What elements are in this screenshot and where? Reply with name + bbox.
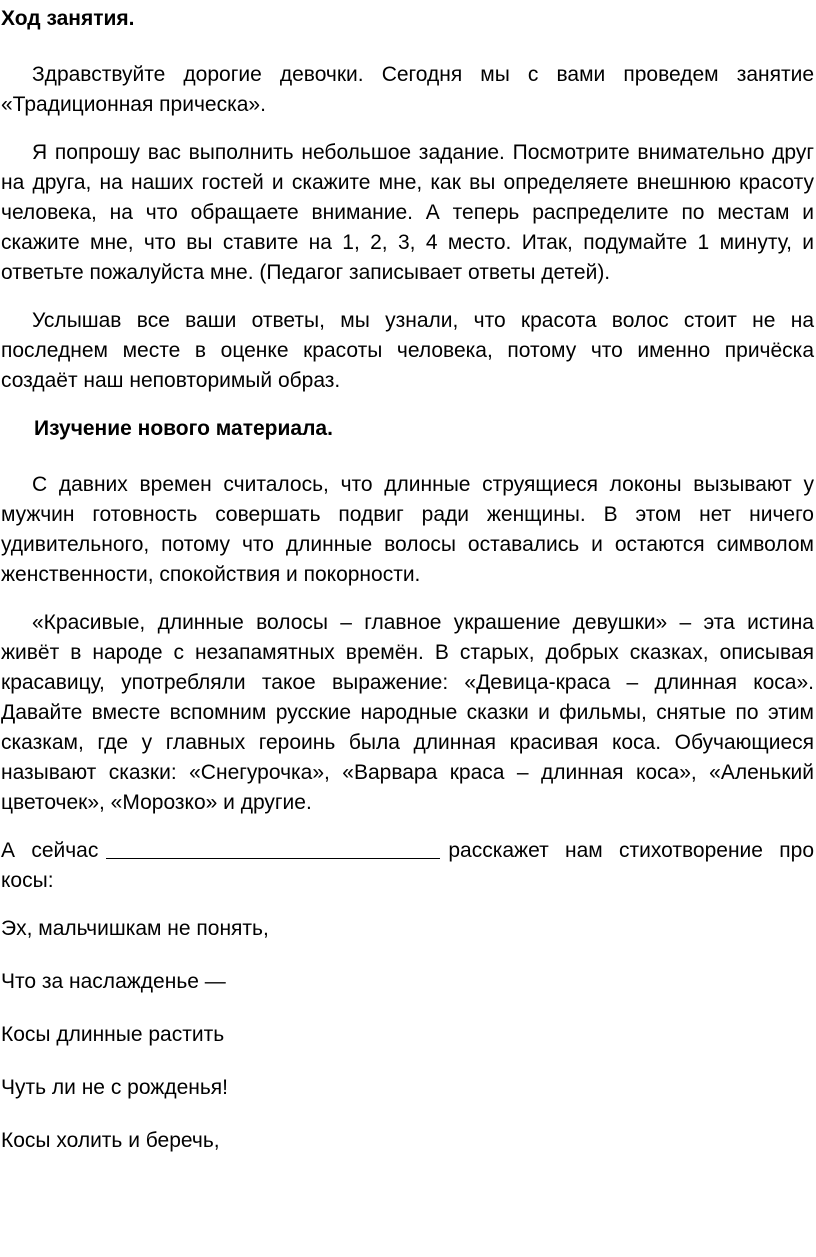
poem-line: Эх, мальчишкам не понять, — [1, 917, 269, 940]
poem-intro-paragraph — [1, 836, 814, 896]
poem-line: Косы холить и беречь, — [1, 1129, 220, 1152]
poem-line: Косы длинные растить — [1, 1023, 225, 1046]
poem-intro-after: расскажет нам стихотворение про косы: — [1, 839, 814, 892]
folk-tales-paragraph: «Красивые, длинные волосы – главное украшение девушки» – эта истина живёт в народе с незапамятных времён. В старых, добрых сказках, описывая красавицу, употребляли такое выражение: «Девица-краса – длинная коса». Давайте вместе вспомним русские народные сказки и фильмы, снятые по этим сказкам, где у главных героинь была длинная красивая коса. Обучающиеся называют сказки: «Снегурочка», «Варвара краса – длинная коса», «Аленький цветочек», «Морозко» и другие. — [1, 611, 814, 814]
poem — [1, 914, 814, 1156]
task-paragraph: Я попрошу вас выполнить небольшое задание. Посмотрите внимательно друг на друга, на наших гостей и скажите мне, как вы определяете внешнюю красоту человека, на что обращаете внимание. А теперь распределите по местам и скажите мне, что вы ставите на 1, 2, 3, 4 место. Итак, подумайте 1 минуту, и ответьте пожалуйста мне. (Педагог записывает ответы детей). — [1, 141, 814, 284]
answers-paragraph: Услышав все ваши ответы, мы узнали, что красота волос стоит не на последнем месте в оценке красоты человека, потому что именно причёска создаёт наш неповторимый образ. — [1, 309, 814, 392]
poem-line: Чуть ли не с рожденья! — [1, 1076, 229, 1099]
poem-intro-before: А сейчас — [1, 839, 99, 862]
lesson-heading: Ход занятия. — [1, 7, 135, 30]
history-paragraph: С давних времен считалось, что длинные струящиеся локоны вызывают у мужчин готовность совершать подвиг ради женщины. В этом нет ничего удивительного, потому что длинные волосы оставались и остаются символом женственности, спокойствия и покорности. — [1, 473, 814, 586]
poem-line: Что за наслажденье — — [1, 970, 226, 993]
student-name-blank — [106, 838, 440, 859]
new-material-heading: Изучение нового материала. — [34, 417, 333, 440]
greeting-paragraph: Здравствуйте дорогие девочки. Сегодня мы с вами проведем занятие «Традиционная прическа». — [1, 63, 814, 116]
